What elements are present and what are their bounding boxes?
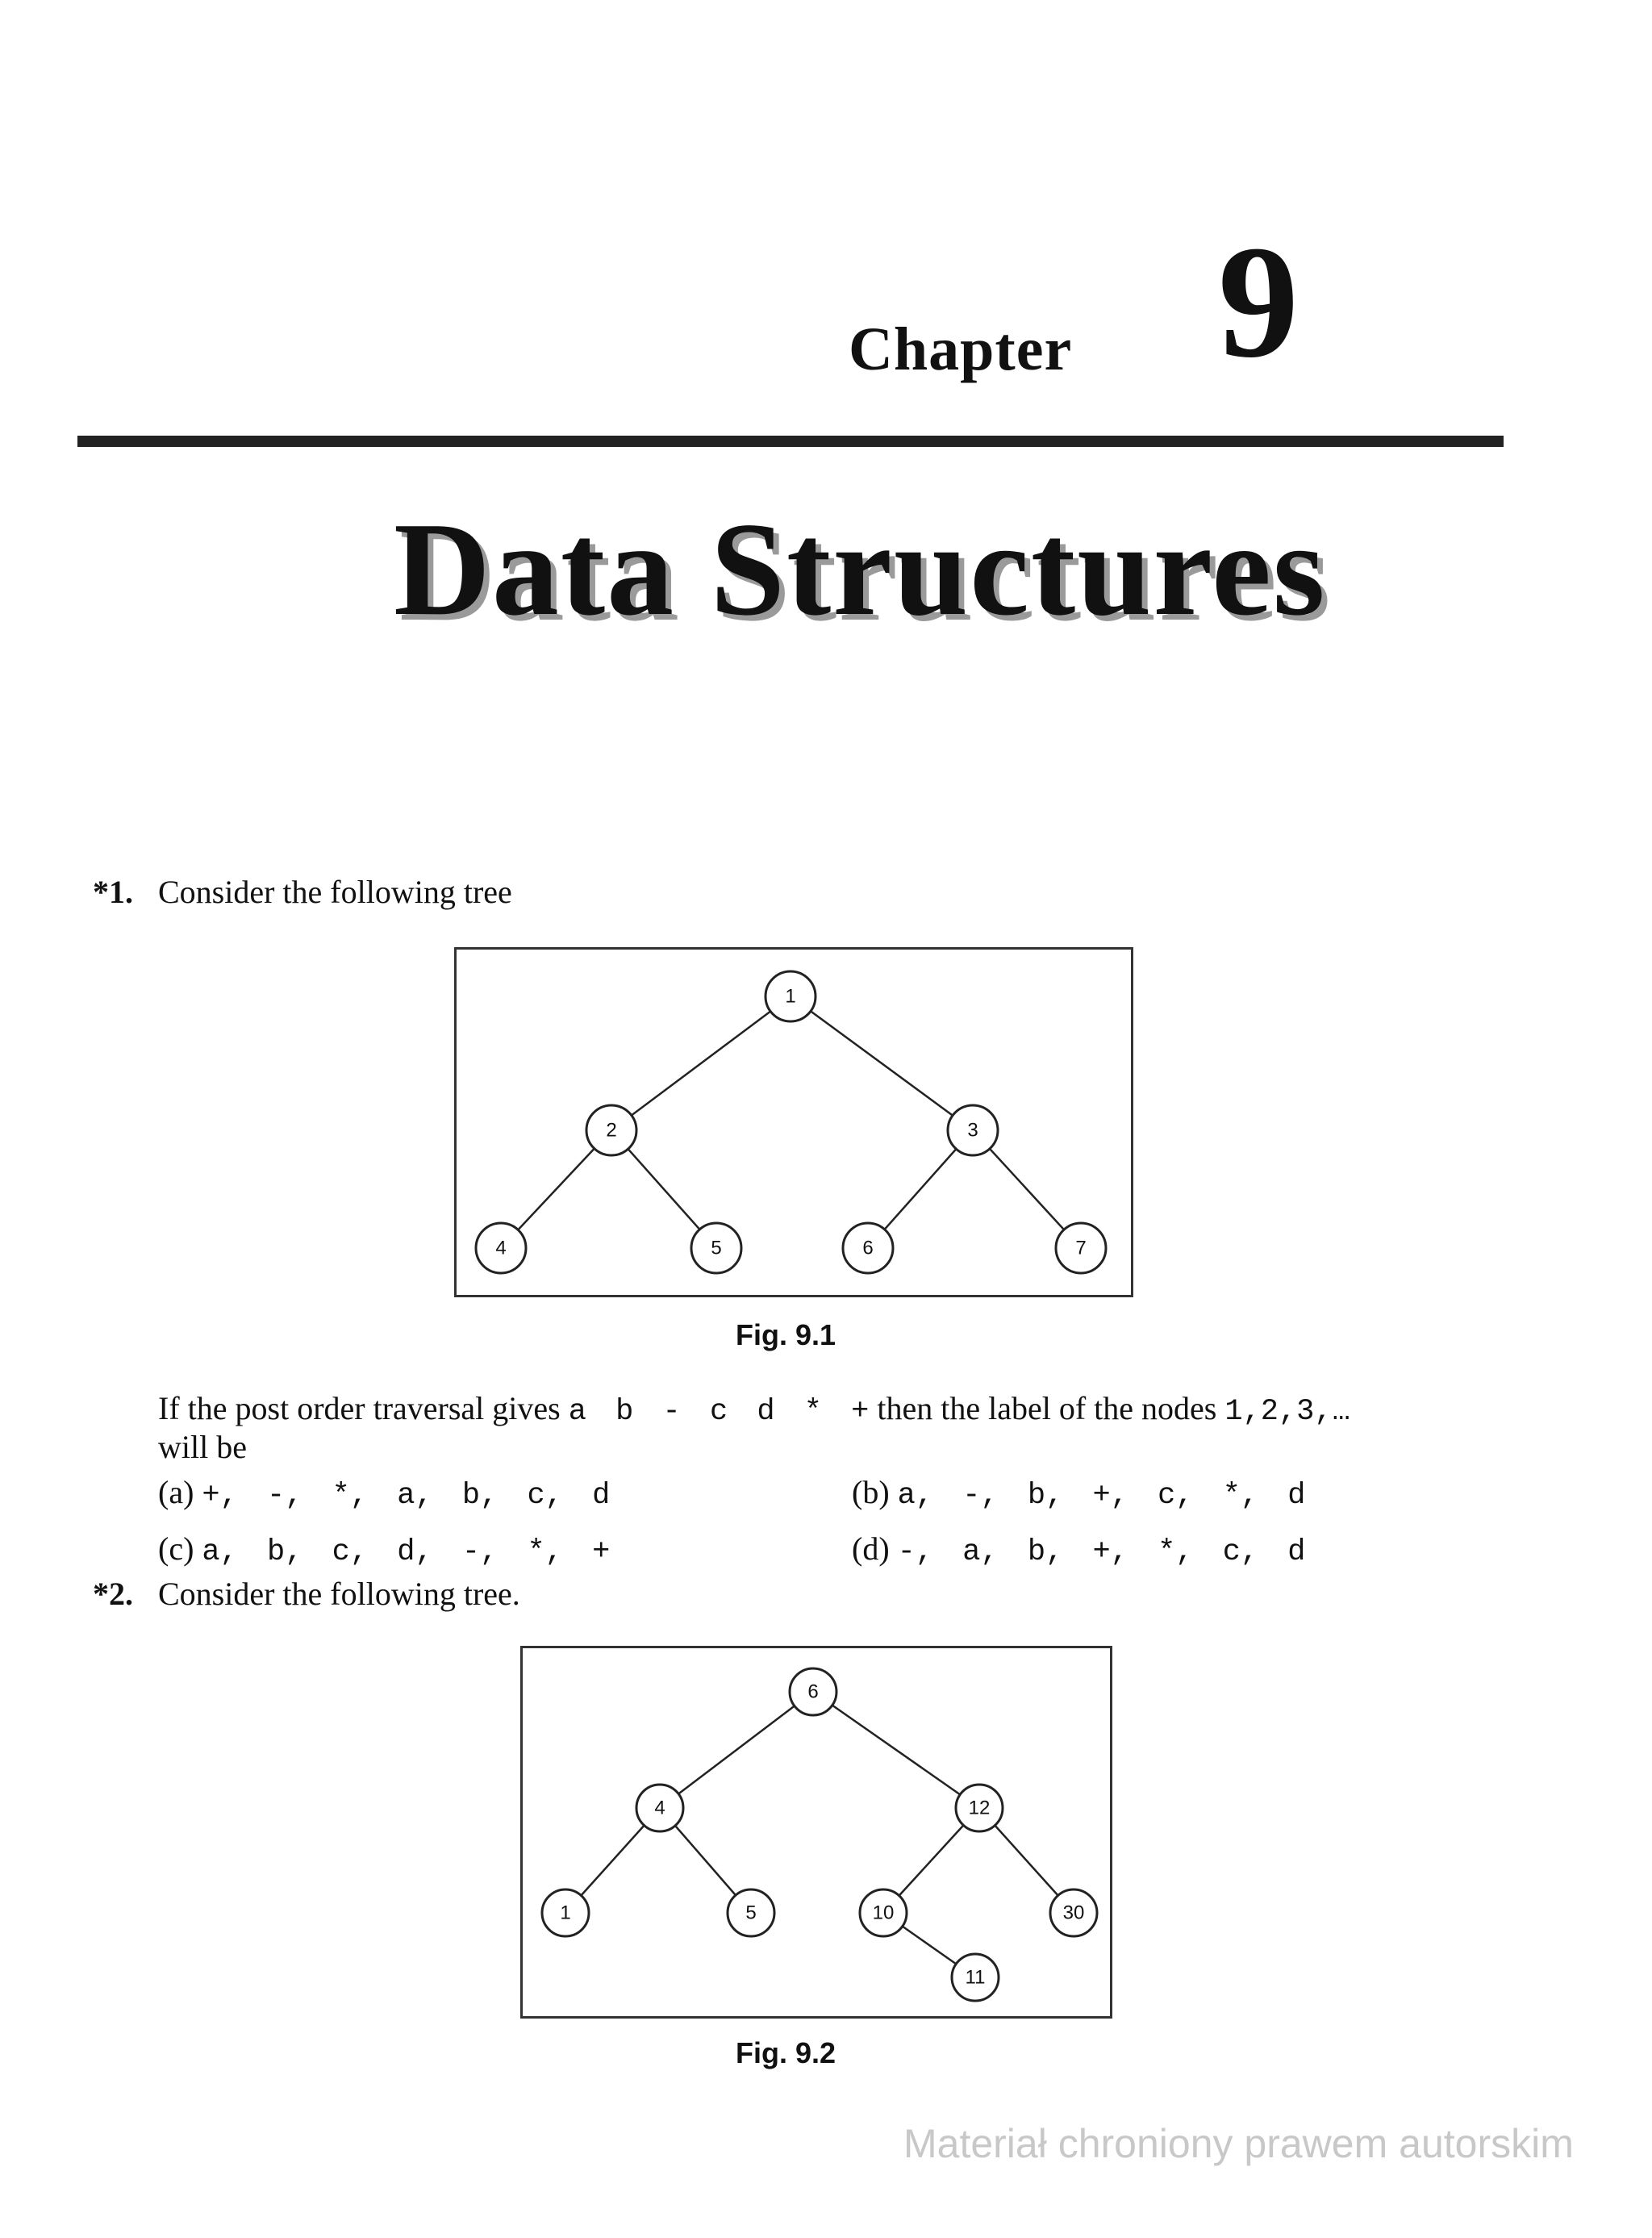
option-label: (d) [852,1530,890,1567]
option-label: (c) [158,1530,194,1567]
tree-node [952,1954,999,2001]
option-value: +, -, *, a, b, c, d [202,1479,611,1513]
svg-text:7: 7 [1075,1237,1087,1259]
tree-node [1056,1223,1106,1273]
copyright-watermark: Materiał chroniony prawem autorskim [903,2121,1574,2166]
svg-text:5: 5 [745,1902,757,1924]
svg-text:4: 4 [654,1797,665,1819]
tree-node [586,1105,636,1155]
option-c [158,1530,610,1569]
question-1-stem [158,1389,1529,1429]
tree-node [691,1223,741,1273]
option-value: a, -, b, +, c, *, d [897,1479,1306,1513]
tree-node [636,1785,683,1831]
tree-node [843,1223,893,1273]
question-2-number: *2. [93,1576,133,1612]
header-rule [77,436,1504,447]
tree-node [956,1785,1003,1831]
svg-text:30: 30 [1062,1902,1085,1924]
figure-9-2 [520,1646,1112,2019]
question-2-prompt: Consider the following tree. [158,1576,520,1612]
svg-text:6: 6 [862,1237,874,1259]
question-1-number: *1. [93,874,133,910]
svg-text:2: 2 [606,1119,617,1142]
tree-node [790,1668,836,1715]
stem-node-list: 1,2,3,… [1224,1395,1350,1429]
option-a [158,1473,610,1513]
tree-edge [660,1692,813,1808]
svg-text:3: 3 [967,1119,978,1142]
svg-text:11: 11 [965,1966,986,1989]
figure-9-1 [454,947,1133,1297]
figure-1-caption: Fig. 9.1 [736,1318,836,1351]
tree-figure-1 [457,950,1131,1295]
option-label: (b) [852,1474,890,1510]
option-d [852,1530,1306,1569]
tree-node [542,1889,589,1936]
svg-text:4: 4 [495,1237,507,1259]
tree-node [860,1889,907,1936]
chapter-number: 9 [1218,213,1299,391]
option-label: (a) [158,1474,194,1510]
option-value: a, b, c, d, -, *, + [202,1535,611,1569]
question-1-stem-line-2: will be [158,1429,247,1465]
stem-text: then the label of the nodes [877,1390,1217,1426]
tree-node [728,1889,774,1936]
tree-edge [791,996,973,1130]
svg-text:5: 5 [711,1237,722,1259]
chapter-label: Chapter [849,315,1073,383]
stem-text: If the post order traversal gives [158,1390,561,1426]
svg-text:12: 12 [968,1797,991,1819]
stem-postorder-sequence: a b - c d * + [568,1395,870,1429]
svg-text:1: 1 [560,1902,571,1924]
tree-edge [611,996,791,1130]
tree-node [1050,1889,1097,1936]
chapter-title: Data Structures [394,495,1327,643]
svg-text:6: 6 [807,1681,819,1703]
question-1-prompt: Consider the following tree [158,874,512,910]
svg-text:10: 10 [872,1902,895,1924]
figure-2-caption: Fig. 9.2 [736,2036,836,2069]
option-b [852,1473,1306,1513]
tree-node [948,1105,998,1155]
tree-edge [813,1692,979,1808]
option-value: -, a, b, +, *, c, d [897,1535,1306,1569]
tree-node [476,1223,526,1273]
tree-figure-2 [523,1648,1110,2016]
tree-node [766,971,816,1021]
svg-text:1: 1 [785,985,796,1008]
